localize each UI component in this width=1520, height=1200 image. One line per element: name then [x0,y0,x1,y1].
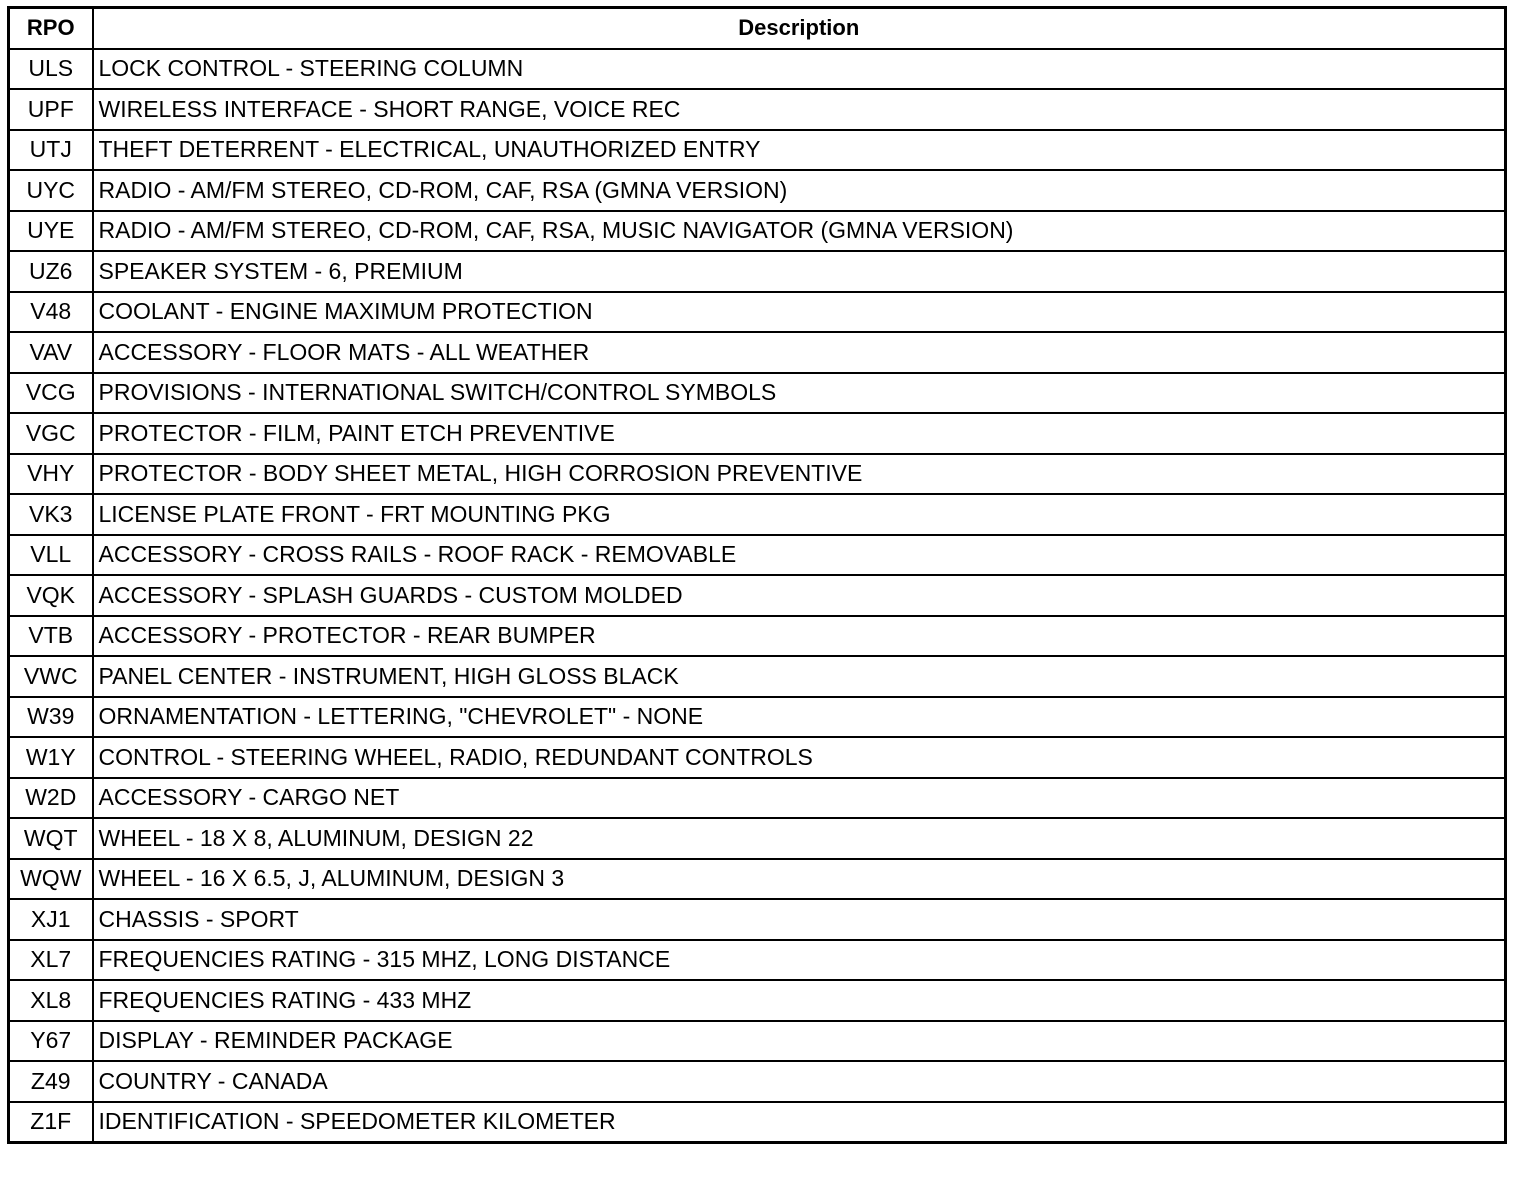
table-row [9,818,1506,859]
table-row [9,575,1506,616]
table-row [9,697,1506,738]
description-cell: RADIO - AM/FM STEREO, CD-ROM, CAF, RSA (GMNA VERSION) [93,170,1506,211]
rpo-code-cell: VWC [9,656,93,697]
rpo-code-cell: Y67 [9,1021,93,1062]
description-cell: DISPLAY - REMINDER PACKAGE [93,1021,1506,1062]
rpo-code-cell: VHY [9,454,93,495]
rpo-code-cell: XL8 [9,980,93,1021]
description-column-header: Description [93,8,1506,49]
rpo-table [7,6,1507,1144]
description-cell: ACCESSORY - FLOOR MATS - ALL WEATHER [93,332,1506,373]
description-cell: IDENTIFICATION - SPEEDOMETER KILOMETER [93,1102,1506,1143]
description-cell: PROTECTOR - BODY SHEET METAL, HIGH CORROSION PREVENTIVE [93,454,1506,495]
rpo-code-cell: VK3 [9,494,93,535]
rpo-code-cell: XL7 [9,940,93,981]
table-row [9,292,1506,333]
table-row [9,413,1506,454]
table-row [9,373,1506,414]
description-cell: CONTROL - STEERING WHEEL, RADIO, REDUNDANT CONTROLS [93,737,1506,778]
description-cell: ACCESSORY - PROTECTOR - REAR BUMPER [93,616,1506,657]
table-row [9,980,1506,1021]
description-cell: RADIO - AM/FM STEREO, CD-ROM, CAF, RSA, MUSIC NAVIGATOR (GMNA VERSION) [93,211,1506,252]
header-row [9,8,1506,49]
rpo-code-cell: VCG [9,373,93,414]
table-row [9,859,1506,900]
rpo-column-header: RPO [9,8,93,49]
description-cell: COOLANT - ENGINE MAXIMUM PROTECTION [93,292,1506,333]
description-cell: PROVISIONS - INTERNATIONAL SWITCH/CONTROL SYMBOLS [93,373,1506,414]
rpo-code-cell: UZ6 [9,251,93,292]
table-row [9,251,1506,292]
table-row [9,535,1506,576]
rpo-code-cell: XJ1 [9,899,93,940]
description-cell: PROTECTOR - FILM, PAINT ETCH PREVENTIVE [93,413,1506,454]
description-cell: LICENSE PLATE FRONT - FRT MOUNTING PKG [93,494,1506,535]
rpo-code-cell: W39 [9,697,93,738]
table-row [9,616,1506,657]
rpo-code-cell: W2D [9,778,93,819]
description-cell: WHEEL - 16 X 6.5, J, ALUMINUM, DESIGN 3 [93,859,1506,900]
rpo-code-cell: Z1F [9,1102,93,1143]
table-row [9,332,1506,373]
table-row [9,1102,1506,1143]
rpo-code-cell: UYE [9,211,93,252]
table-row [9,1061,1506,1102]
description-cell: ORNAMENTATION - LETTERING, "CHEVROLET" - NONE [93,697,1506,738]
rpo-code-cell: UPF [9,89,93,130]
rpo-code-cell: VQK [9,575,93,616]
rpo-code-cell: UTJ [9,130,93,171]
description-cell: FREQUENCIES RATING - 433 MHZ [93,980,1506,1021]
rpo-code-cell: Z49 [9,1061,93,1102]
description-cell: CHASSIS - SPORT [93,899,1506,940]
rpo-code-cell: ULS [9,49,93,90]
rpo-code-cell: WQT [9,818,93,859]
rpo-code-cell: V48 [9,292,93,333]
table-row [9,940,1506,981]
table-row [9,49,1506,90]
table-row [9,211,1506,252]
description-cell: WIRELESS INTERFACE - SHORT RANGE, VOICE REC [93,89,1506,130]
description-cell: LOCK CONTROL - STEERING COLUMN [93,49,1506,90]
table-row [9,899,1506,940]
table-row [9,454,1506,495]
table-row [9,1021,1506,1062]
description-cell: ACCESSORY - CARGO NET [93,778,1506,819]
description-cell: WHEEL - 18 X 8, ALUMINUM, DESIGN 22 [93,818,1506,859]
table-body [9,49,1506,1143]
description-cell: COUNTRY - CANADA [93,1061,1506,1102]
rpo-code-cell: WQW [9,859,93,900]
table-row [9,170,1506,211]
rpo-code-cell: VLL [9,535,93,576]
description-cell: ACCESSORY - SPLASH GUARDS - CUSTOM MOLDED [93,575,1506,616]
description-cell: ACCESSORY - CROSS RAILS - ROOF RACK - REMOVABLE [93,535,1506,576]
table-row [9,494,1506,535]
table-header [9,8,1506,49]
table-row [9,737,1506,778]
rpo-code-cell: W1Y [9,737,93,778]
description-cell: THEFT DETERRENT - ELECTRICAL, UNAUTHORIZED ENTRY [93,130,1506,171]
table-row [9,656,1506,697]
rpo-code-cell: VGC [9,413,93,454]
rpo-code-cell: VTB [9,616,93,657]
table-row [9,778,1506,819]
table-row [9,89,1506,130]
description-cell: FREQUENCIES RATING - 315 MHZ, LONG DISTANCE [93,940,1506,981]
rpo-code-cell: UYC [9,170,93,211]
table-row [9,130,1506,171]
rpo-code-cell: VAV [9,332,93,373]
description-cell: SPEAKER SYSTEM - 6, PREMIUM [93,251,1506,292]
description-cell: PANEL CENTER - INSTRUMENT, HIGH GLOSS BLACK [93,656,1506,697]
